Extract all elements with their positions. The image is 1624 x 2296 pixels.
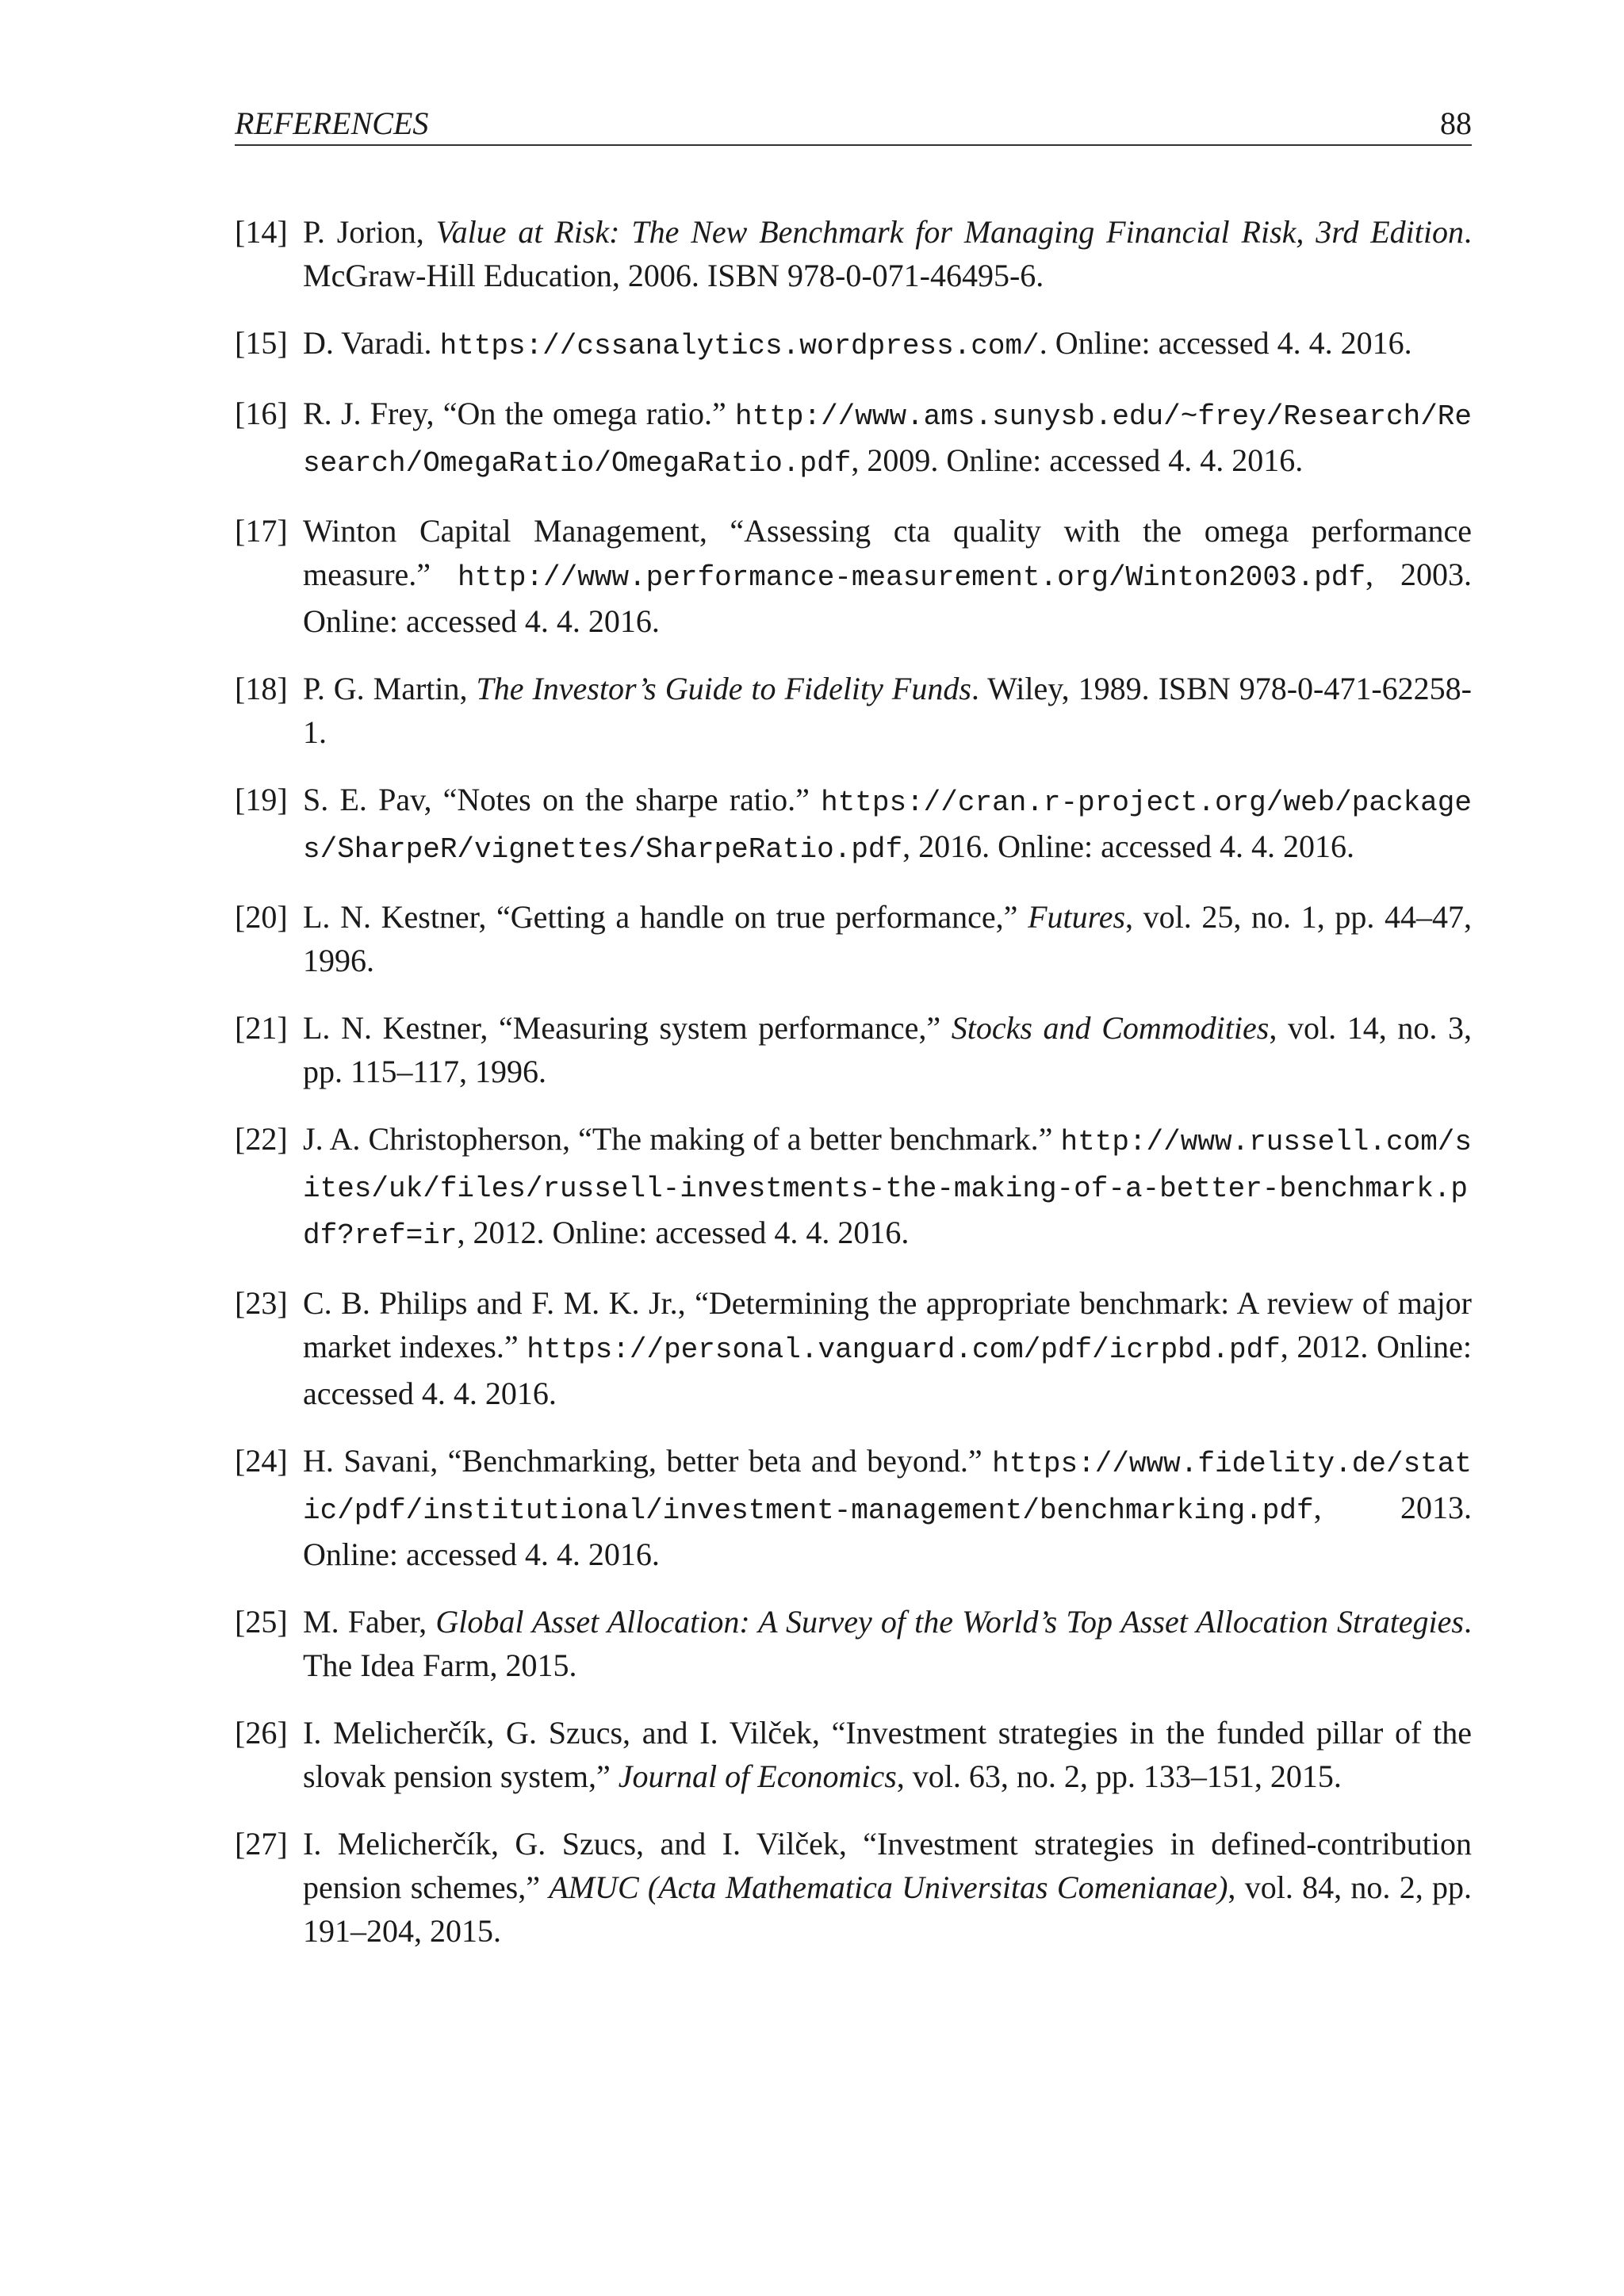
reference-text — [303, 899, 1472, 978]
reference-segment: , vol. 63, no. 2, pp. 133–151, 2015. — [896, 1758, 1342, 1794]
reference-number: [16] — [235, 396, 288, 431]
reference-segment: I. Melicherčík, G. Szucs, and I. Vilček, “Investment strategies in the funded pillar of the slovak pension system,” — [303, 1715, 1472, 1794]
reference-segment: , 2016. Online: accessed 4. 4. 2016. — [902, 828, 1355, 864]
reference-segment: , vol. 25, no. 1, pp. 44–47, 1996. — [303, 899, 1472, 978]
reference-entry — [235, 1439, 1472, 1576]
running-header — [235, 101, 1472, 146]
reference-text — [303, 1826, 1472, 1949]
reference-segment: . Online: accessed 4. 4. 2016. — [1039, 325, 1412, 361]
reference-segment: . Wiley, 1989. ISBN 978-0-471-62258-1. — [303, 671, 1472, 750]
reference-segment: , 2003. Online: accessed 4. 4. 2016. — [303, 557, 1473, 639]
reference-text — [303, 1715, 1472, 1794]
reference-entry — [235, 1600, 1472, 1687]
reference-url[interactable]: http://www.ams.sunysb.edu/~frey/Research/Research/OmegaRatio/OmegaRatio.pdf — [303, 400, 1472, 480]
reference-number: [15] — [235, 325, 288, 361]
reference-number: [24] — [235, 1443, 288, 1479]
reference-text — [303, 1443, 1472, 1572]
reference-url[interactable]: https://cssanalytics.wordpress.com/ — [439, 330, 1040, 362]
reference-entry — [235, 667, 1472, 754]
reference-url[interactable]: http://www.russell.com/sites/uk/files/russell-investments-the-making-of-a-better-benchmark.pdf?ref=ir — [303, 1126, 1472, 1252]
reference-segment: L. N. Kestner, “Getting a handle on true performance,” — [303, 899, 1028, 935]
reference-number: [22] — [235, 1121, 288, 1157]
reference-title: Futures — [1028, 899, 1126, 935]
reference-segment: . McGraw-Hill Education, 2006. ISBN 978-0-071-46495-6. — [303, 214, 1473, 293]
reference-number: [14] — [235, 214, 288, 250]
reference-segment: , vol. 84, no. 2, pp. 191–204, 2015. — [303, 1869, 1473, 1949]
reference-entry — [235, 1281, 1472, 1415]
reference-segment: , 2009. Online: accessed 4. 4. 2016. — [851, 442, 1304, 478]
reference-segment: , 2012. Online: accessed 4. 4. 2016. — [457, 1215, 910, 1250]
reference-segment: S. E. Pav, “Notes on the sharpe ratio.” — [303, 782, 822, 817]
reference-text — [303, 1121, 1472, 1250]
reference-segment: Winton Capital Management, “Assessing cta quality with the omega performance measure.” — [303, 513, 1472, 592]
reference-segment: J. A. Christopherson, “The making of a better benchmark.” — [303, 1121, 1061, 1157]
reference-number: [21] — [235, 1010, 288, 1046]
reference-segment: C. B. Philips and F. M. K. Jr., “Determining the appropriate benchmark: A review of major market indexes.” — [303, 1285, 1472, 1364]
reference-segment: R. J. Frey, “On the omega ratio.” — [303, 396, 736, 431]
reference-number: [23] — [235, 1285, 288, 1321]
page-number: 88 — [1440, 105, 1472, 141]
reference-entry — [235, 321, 1472, 368]
reference-entry — [235, 1822, 1472, 1953]
reference-entry — [235, 895, 1472, 982]
reference-url[interactable]: https://cran.r-project.org/web/packages/SharpeR/vignettes/SharpeRatio.pdf — [303, 786, 1472, 866]
reference-segment: P. G. Martin, — [303, 671, 477, 706]
reference-entry — [235, 392, 1472, 485]
reference-number: [19] — [235, 782, 288, 817]
reference-url[interactable]: https://www.fidelity.de/static/pdf/institutional/investment-management/benchmarking.pdf — [303, 1448, 1472, 1527]
reference-url[interactable]: http://www.performance-measurement.org/Winton2003.pdf — [458, 561, 1366, 594]
reference-title: Global Asset Allocation: A Survey of the World’s Top Asset Allocation Strategies — [435, 1604, 1464, 1640]
reference-segment: I. Melicherčík, G. Szucs, and I. Vilček, “Investment strategies in defined-contribution pension schemes,” — [303, 1826, 1472, 1905]
reference-entry — [235, 1711, 1472, 1798]
reference-segment: , vol. 14, no. 3, pp. 115–117, 1996. — [303, 1010, 1472, 1089]
reference-title: The Investor’s Guide to Fidelity Funds — [476, 671, 971, 706]
reference-segment: L. N. Kestner, “Measuring system performance,” — [303, 1010, 952, 1046]
reference-text — [303, 782, 1472, 864]
reference-title: Value at Risk: The New Benchmark for Managing Financial Risk, 3rd Edition — [435, 214, 1465, 250]
reference-text — [303, 396, 1472, 478]
reference-title: Stocks and Commodities — [951, 1010, 1270, 1046]
reference-number: [17] — [235, 513, 288, 549]
reference-entry — [235, 778, 1472, 871]
reference-entry — [235, 1006, 1472, 1093]
reference-title: AMUC (Acta Mathematica Universitas Comenianae) — [549, 1869, 1228, 1905]
reference-text — [303, 1010, 1472, 1089]
reference-text — [303, 1604, 1472, 1683]
reference-segment: D. Varadi. — [303, 325, 440, 361]
reference-text — [303, 671, 1472, 750]
reference-number: [25] — [235, 1604, 288, 1640]
reference-text — [303, 1285, 1472, 1411]
reference-number: [20] — [235, 899, 288, 935]
reference-segment: , 2013. Online: accessed 4. 4. 2016. — [303, 1490, 1472, 1572]
reference-segment: P. Jorion, — [303, 214, 436, 250]
reference-text — [303, 325, 1412, 361]
reference-text — [303, 214, 1472, 293]
reference-entry — [235, 210, 1472, 297]
reference-url[interactable]: https://personal.vanguard.com/pdf/icrpbd.pdf — [527, 1334, 1281, 1366]
reference-number: [18] — [235, 671, 288, 706]
reference-segment: . The Idea Farm, 2015. — [303, 1604, 1472, 1683]
reference-segment: M. Faber, — [303, 1604, 436, 1640]
reference-segment: , 2012. Online: accessed 4. 4. 2016. — [303, 1329, 1473, 1411]
reference-entry — [235, 1117, 1472, 1257]
reference-list — [235, 210, 1472, 1976]
reference-segment: H. Savani, “Benchmarking, better beta and beyond.” — [303, 1443, 993, 1479]
reference-title: Journal of Economics — [618, 1758, 897, 1794]
reference-number: [26] — [235, 1715, 288, 1751]
reference-entry — [235, 509, 1472, 643]
reference-text — [303, 513, 1472, 639]
header-title: REFERENCES — [235, 105, 429, 141]
reference-number: [27] — [235, 1826, 288, 1862]
